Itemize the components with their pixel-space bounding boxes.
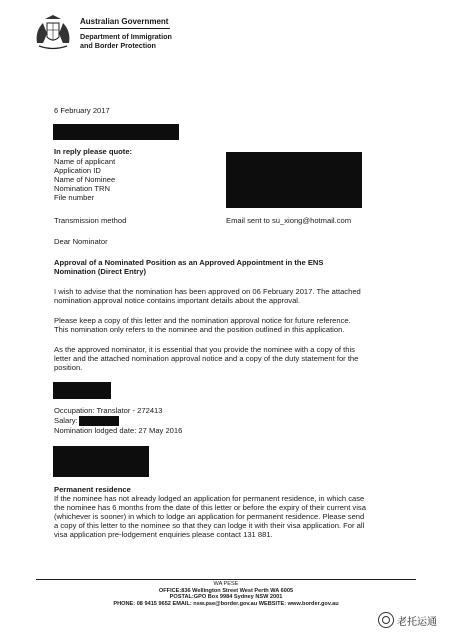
paragraph-line: the nominee has 6 months from the date of this letter or before the expiry of their current visa (54, 503, 366, 512)
paragraph-line: Please keep a copy of this letter and the nomination approval notice for future reference. (54, 316, 351, 325)
subject-line: Nomination (Direct Entry) (54, 267, 146, 276)
paragraph-line: visa application pre-lodgement enquiries please contact 131 881. (54, 530, 273, 539)
field-label: Name of Nominee (54, 175, 116, 184)
coat-of-arms-icon (31, 13, 75, 53)
field-label: Application ID (54, 166, 101, 175)
reply-heading: In reply please quote: (54, 147, 133, 156)
redacted-block (53, 124, 179, 140)
paragraph-line: letter and the attached nomination approval notice and a copy of the duty statement for the (54, 354, 359, 363)
department-name-line2: and Border Protection (80, 41, 156, 50)
letter-date: 6 February 2017 (54, 106, 110, 115)
paragraph-line: nomination approval notice contains important details about the approval. (54, 296, 301, 305)
transmission-value: Email sent to su_xiong@hotmail.com (226, 216, 352, 225)
footer-line: PHONE: 08 9415 9652 EMAIL: nsw.pse@border.gov.au WEBSITE: www.border.gov.au (113, 600, 339, 607)
watermark (378, 612, 437, 628)
lodged-date: Nomination lodged date: 27 May 2016 (54, 426, 183, 435)
salary-label: Salary: (54, 416, 78, 425)
salutation: Dear Nominator (54, 237, 108, 246)
watermark-text: 老托运通 (397, 616, 437, 628)
agency-name: Australian Government (80, 17, 169, 26)
footer-line: POSTAL:GPO Box 9984 Sydney NSW 2001 (169, 594, 283, 601)
paragraph-line: I wish to advise that the nomination has been approved on 06 February 2017. The attached (54, 287, 361, 296)
wechat-icon (378, 612, 394, 628)
footer-divider (36, 579, 416, 580)
paragraph-line: As the approved nominator, it is essential that you provide the nominee with a copy of this (54, 345, 355, 354)
paragraph (54, 494, 414, 539)
paragraph-line: a copy of this letter to the nominee so that they can lodge it with their visa application. For all (54, 521, 365, 530)
paragraph (54, 287, 392, 305)
field-label: File number (54, 193, 95, 202)
footer-line: WA PESE (213, 581, 239, 587)
paragraph-line: This nomination only refers to the nominee and the position outlined in this application. (54, 325, 345, 334)
transmission-label: Transmission method (54, 216, 127, 225)
paragraph-line: position. (54, 363, 83, 372)
redacted-block (53, 382, 111, 399)
occupation: Occupation: Translator - 272413 (54, 406, 163, 415)
paragraph-line: (whichever is sooner) in which to lodge an application for permanent residence. Please send (54, 512, 365, 521)
header-divider (80, 28, 170, 29)
subject-line: Approval of a Nominated Position as an Approved Appointment in the ENS (54, 258, 324, 267)
footer-line: OFFICE:836 Wellington Street West Perth WA 6005 (158, 587, 294, 594)
field-label: Nomination TRN (54, 184, 110, 193)
paragraph-line: If the nominee has not already lodged an application for permanent residence, in which case (54, 494, 365, 503)
field-label: Name of applicant (54, 157, 116, 166)
footer (36, 581, 416, 607)
department-name-line1: Department of Immigration (80, 32, 172, 41)
paragraph (54, 316, 392, 334)
redacted-block (79, 416, 119, 426)
permanent-residence-heading: Permanent residence (54, 485, 131, 494)
paragraph (54, 345, 392, 372)
redacted-block (226, 152, 362, 208)
redacted-block (53, 446, 149, 477)
